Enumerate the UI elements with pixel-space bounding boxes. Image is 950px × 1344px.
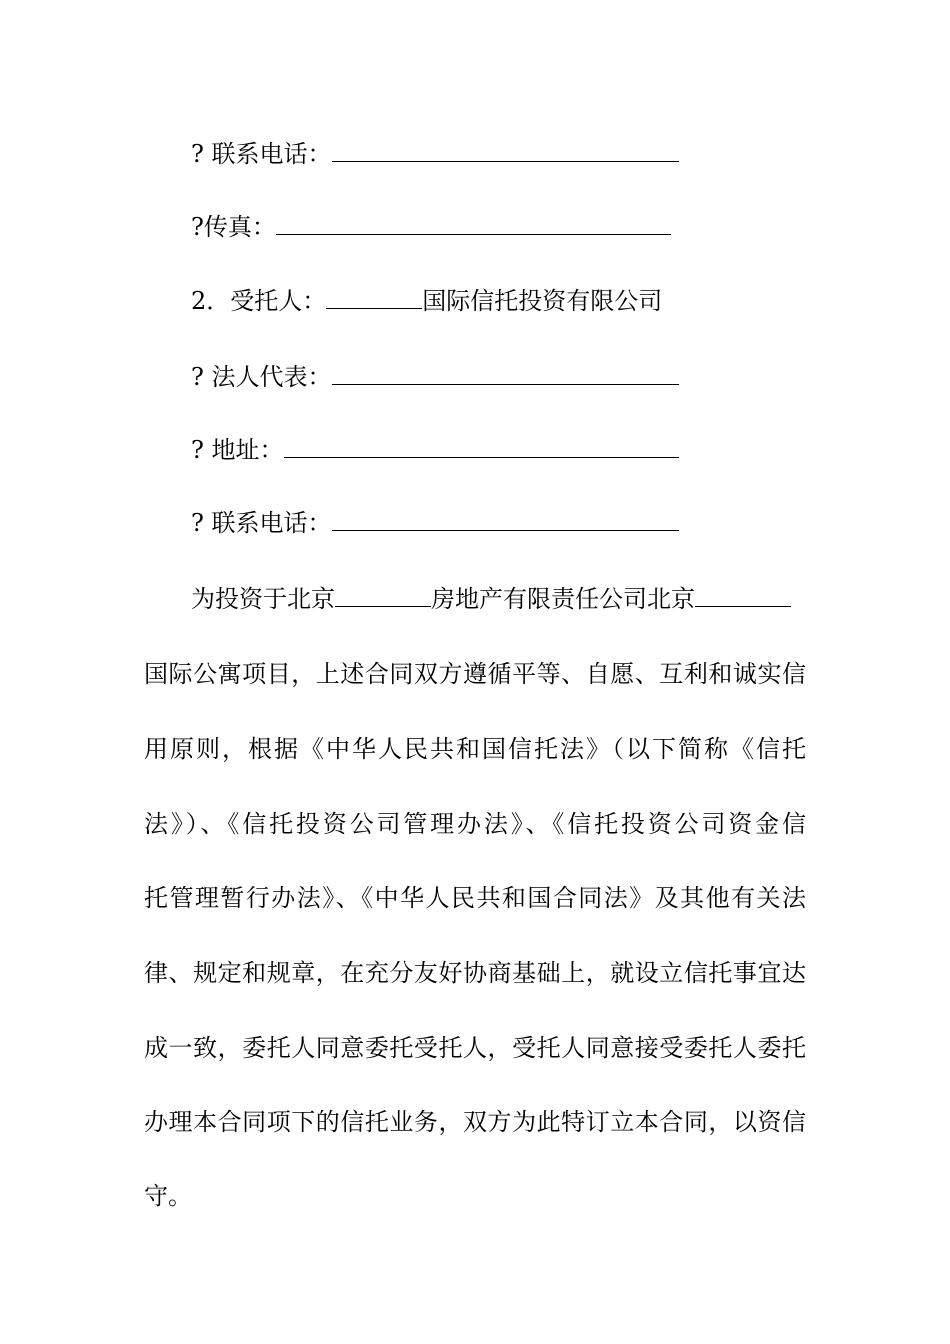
project-blank-2: [695, 584, 791, 607]
address-field: [191, 434, 679, 466]
body-line: 法》）、《信托投资公司管理办法》、《信托投资公司资金信: [144, 810, 806, 838]
legal-rep-field: [191, 361, 679, 393]
trustee-blank: [326, 286, 422, 309]
contact-phone-label-1: ? 联系电话：: [191, 140, 332, 168]
legal-rep-label: ? 法人代表：: [191, 363, 332, 391]
body-line: 办理本合同项下的信托业务，双方为此特订立本合同，以资信: [144, 1108, 806, 1136]
body-line: 国际公寓项目，上述合同双方遵循平等、自愿、互利和诚实信: [144, 660, 806, 688]
project-blank-1: [335, 584, 431, 607]
contact-phone-field-1: [191, 138, 679, 170]
body-line: 托管理暂行办法》、《中华人民共和国合同法》及其他有关法: [144, 884, 806, 912]
trustee-label: 2．受托人：: [191, 287, 327, 315]
body-line: 律、规定和规章，在充分友好协商基础上，就设立信托事宜达: [144, 959, 806, 987]
address-label: ? 地址：: [191, 436, 284, 464]
trustee-field: [191, 285, 662, 317]
body-first-line-part-b: 房地产有限责任公司北京: [431, 585, 695, 613]
body-last-line: 守。: [144, 1182, 192, 1210]
contact-phone-label-2: ? 联系电话：: [191, 509, 332, 537]
contact-phone-field-2: [191, 507, 679, 539]
body-line: 用原则，根据《中华人民共和国信托法》（以下简称《信托: [144, 735, 806, 763]
contact-phone-blank-1: [332, 139, 679, 162]
fax-blank: [276, 212, 671, 235]
body-first-line-part-a: 为投资于北京: [191, 585, 335, 613]
fax-label: ?传真：: [191, 213, 276, 241]
fax-field: [191, 211, 671, 243]
trustee-company-suffix: 国际信托投资有限公司: [422, 287, 663, 315]
body-line: 成一致，委托人同意委托受托人，受托人同意接受委托人委托: [144, 1034, 806, 1062]
legal-rep-blank: [332, 362, 679, 385]
body-first-line: [191, 583, 791, 615]
contact-phone-blank-2: [332, 508, 679, 531]
address-blank: [284, 435, 679, 458]
